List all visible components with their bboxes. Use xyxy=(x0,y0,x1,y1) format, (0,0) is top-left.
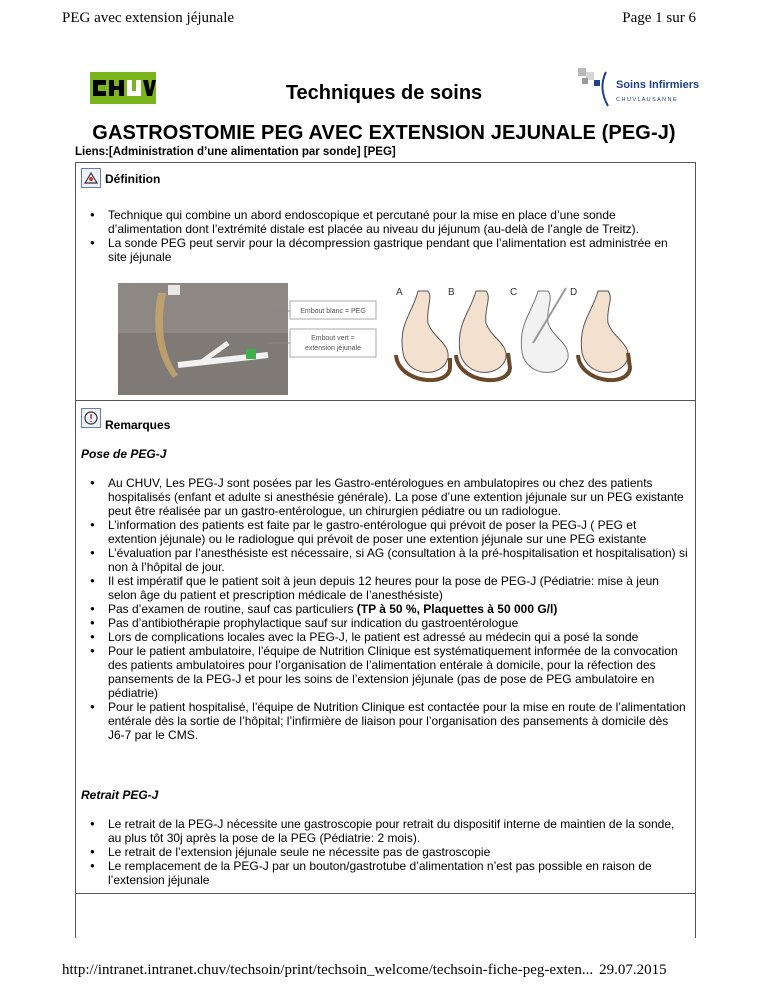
list-item: ● Technique qui combine un abord endoscopique et percutané pour la mise en place d’une sonde d’alimentation dont l’extrémité distale est placée au niveau du jéjunum (au-delà de l’angle de Treitz). xyxy=(88,208,680,236)
definition-heading: Définition xyxy=(105,172,161,186)
retrait-list xyxy=(88,817,688,887)
list-item: ● Lors de complications locales avec la PEG-J, le patient est adressé au médecin qui a posé la sonde xyxy=(88,630,688,644)
panel-label-d: D xyxy=(570,287,578,298)
definition-icon xyxy=(81,168,101,188)
print-header-title: PEG avec extension jéjunale xyxy=(62,10,235,26)
list-item: ● Le remplacement de la PEG-J par un bouton/gastrotube d’alimentation n’est pas possible en raison de l’extension jéjunale xyxy=(88,859,688,887)
peg-j-figure xyxy=(118,283,632,395)
print-date: 29.07.2015 xyxy=(599,962,667,978)
chuv-logo-text: CHUV xyxy=(123,103,126,104)
list-item: ● Le retrait de la PEG-J nécessite une gastroscopie pour retrait du dispositif interne de maintien de la sonde, au plus tôt 30j après la pose de la PEG (Pédiatrie: 2 mois). xyxy=(88,817,688,845)
panel-label-c: C xyxy=(510,287,518,298)
pose-heading: Pose de PEG-J xyxy=(81,447,167,461)
list-item: ● Pour le patient ambulatoire, l’équipe de Nutrition Clinique est systématiquement informée de la convocation des patients ambulatoires pour l’organisation de l’alimentation entérale à domicile, pour la réfection des pansements de la PEG-J et pour les soins de l’extension jéjunale (pas de pose de PEG ambulatoire en pédiatrie) xyxy=(88,644,688,700)
page-title: GASTROSTOMIE PEG AVEC EXTENSION JEJUNALE (PEG-J) xyxy=(92,122,676,144)
related-links[interactable]: Liens:[Administration d’une alimentation par sonde] [PEG] xyxy=(75,146,396,158)
label-green-tip-1: Embout vert = xyxy=(311,335,355,342)
panel-label-b: B xyxy=(448,287,455,298)
list-item: ● L’information des patients est faite par le gastro-entérologue qui prévoit de poser la PEG-J ( PEG et extention jéjunale) ou le radiologue qui prévoit de poser une extention jéjunale sur une PEG existante xyxy=(88,518,688,546)
print-footer xyxy=(62,962,667,979)
section-divider xyxy=(75,893,696,894)
page-url[interactable]: http://intranet.intranet.chuv/techsoin/print/techsoin_welcome/techsoin-fiche-peg-exten... xyxy=(62,962,594,978)
print-header-page: Page 1 sur 6 xyxy=(622,10,696,26)
exam-values: (TP à 50 %, Plaquettes à 50 000 G/l) xyxy=(356,602,558,616)
si-logo-title: Soins Infirmiers xyxy=(616,79,700,91)
list-item: ● La sonde PEG peut servir pour la décompression gastrique pendant que l’alimentation est administrée en site jéjunale xyxy=(88,236,680,264)
list-item: ● Au CHUV, Les PEG-J sont posées par les Gastro-entérologues en ambulatopires ou chez des patients hospitalisés (enfant et adulte si anesthésie générale). La pose d’une extention jéjunale sur un PEG existante peut être réalisée par un gastro-entérologue, un chirurgien pédiatre ou un radiologue. xyxy=(88,476,688,518)
list-item: ● L’évaluation par l’anesthésiste est nécessaire, si AG (consultation à la pré-hospitalisation et hospitalisation) si non à l’hôpital de jour. xyxy=(88,546,688,574)
panel-label-a: A xyxy=(396,287,403,298)
pose-list xyxy=(88,476,688,742)
category-title: Techniques de soins xyxy=(285,82,483,104)
label-white-tip: Embout blanc = PEG xyxy=(300,308,366,315)
retrait-heading: Retrait PEG-J xyxy=(81,788,159,802)
list-item: ● Le retrait de l’extension jéjunale seule ne nécessite pas de gastroscopie xyxy=(88,845,688,859)
exam-text: Pas d’examen de routine, sauf cas particuliers xyxy=(108,602,357,616)
remarques-heading: Remarques xyxy=(105,418,171,432)
list-item xyxy=(88,602,688,616)
definition-list xyxy=(88,208,680,264)
section-divider xyxy=(75,400,696,401)
si-logo-subtitle: C H U V L A U S A N N E xyxy=(616,97,677,103)
remarques-icon xyxy=(81,408,101,428)
list-item: ● Pas d’antibiothérapie prophylactique sauf sur indication du gastroentérologue xyxy=(88,616,688,630)
list-item: ● Il est impératif que le patient soit à jeun depuis 12 heures pour la pose de PEG-J (Pédiatrie: mise à jeun selon âge du patient et prescription médicale de l’anesthésiste) xyxy=(88,574,688,602)
list-item: ● Pour le patient hospitalisé, l’équipe de Nutrition Clinique est contactée pour la mise en route de l’alimentation entérale dès la sortie de l’hôpital; l’infirmière de liaison pour l’organisation des pansements à domicile dès J6-7 par le CMS. xyxy=(88,700,688,742)
label-green-tip-2: extension jéjunale xyxy=(304,345,362,352)
